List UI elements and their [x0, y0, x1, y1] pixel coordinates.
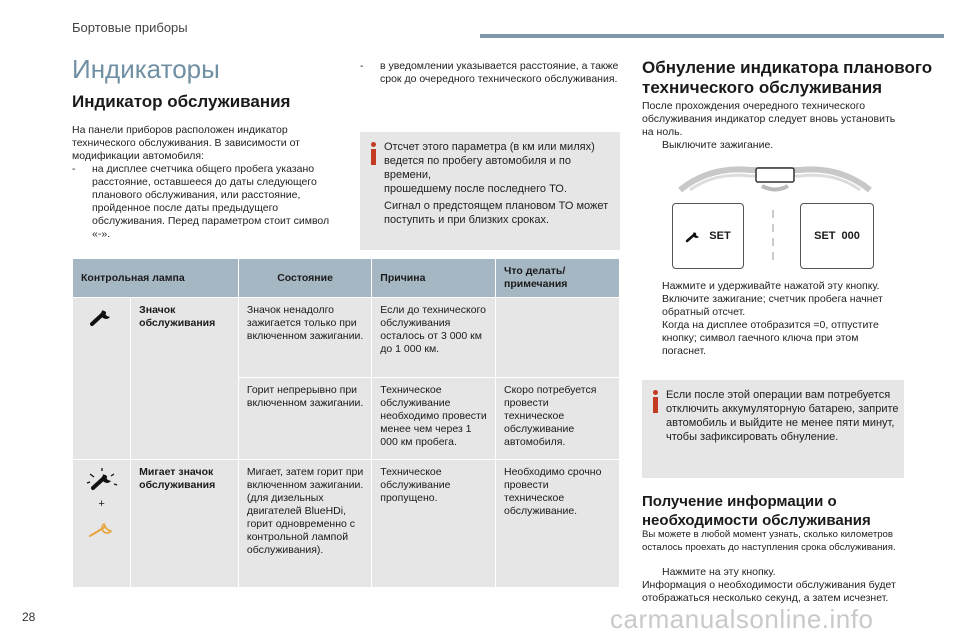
lamp-service-flashing: Мигает значок обслуживания — [131, 460, 239, 588]
heading-get-info: Получение информации о необходимости обслуживания — [642, 493, 871, 529]
divider-dashes — [770, 210, 776, 266]
info-icon — [652, 390, 658, 414]
action-cell: Скоро потребуется провести техническое обслуживание автомобиля. — [496, 378, 620, 460]
col-header-action: Что делать/ примечания — [496, 259, 620, 298]
state-cell: Значок ненадолго зажигается только при включенном зажигании. — [238, 298, 371, 378]
state-cell: Мигает, затем горит при включенном зажигании. (для дизельных двигателей BlueHDi, горит одновременно с контрольной лампой обслуживания). — [238, 460, 371, 588]
instrument-panel-illustration — [670, 160, 880, 200]
set-button[interactable]: SET — [672, 203, 744, 269]
info-steps: Нажмите на эту кнопку. Информация о необходимости обслуживания будет отображаться несколько секунд, а затем исчезнет. — [642, 566, 896, 604]
col-header-cause: Причина — [372, 259, 496, 298]
heading-reset: Обнуление индикатора планового технического обслуживания — [642, 58, 933, 97]
middle-bullet: - в уведомлении указывается расстояние, а также срок до очередного технического обслуживания. — [360, 60, 619, 85]
right-intro-2: Вы можете в любой момент узнать, сколько километров осталось проехать до наступления срока обслуживания. — [642, 529, 896, 553]
info-box-right: Если после этой операции вам потребуется отключить аккумуляторную батарею, заприте автомобиль и выйдите не менее пяти минут, чтобы зафиксировать обнуление. — [642, 380, 904, 478]
table-row — [73, 460, 620, 588]
wrench-icon — [88, 304, 116, 328]
col-header-lamp: Контрольная лампа — [73, 259, 239, 298]
cause-cell: Техническое обслуживание пропущено. — [372, 460, 496, 588]
right-intro: После прохождения очередного технического обслуживания индикатор следует вновь установить на ноль. Выключите зажигание. — [642, 100, 896, 151]
step-ignition-off: Выключите зажигание. — [662, 139, 774, 151]
page-number: 28 — [22, 610, 36, 624]
lamp-service: Значок обслуживания — [131, 298, 239, 460]
heading-service-indicator: Индикатор обслуживания — [72, 92, 291, 111]
cause-cell: Техническое обслуживание необходимо провести менее чем через 1 000 км пробега. — [372, 378, 496, 460]
plus-sign: + — [98, 498, 105, 510]
warning-lamp-table — [72, 258, 620, 588]
orange-wrench-icon — [87, 519, 117, 541]
state-cell: Горит непрерывно при включенном зажигании. — [238, 378, 371, 460]
flashing-wrench-icon — [86, 466, 118, 494]
section-title: Индикаторы — [72, 54, 220, 84]
left-bullet: - на дисплее счетчика общего пробега указано расстояние, оставшееся до даты следующего планового обслуживания, или расстояние, пройденное после даты предыдущего обслуживания. Перед параметром стоит символ «-». — [72, 163, 330, 240]
table-header-row — [73, 259, 620, 298]
action-cell: Необходимо срочно провести техническое обслуживание. — [496, 460, 620, 588]
reset-steps: Нажмите и удерживайте нажатой эту кнопку. Включите зажигание; счетчик пробега начнет обратный отсчет. Когда на дисплее отобразится =0, отпустите кнопку; символ гаечного ключа при этом погаснет. — [662, 280, 883, 357]
left-intro: На панели приборов расположен индикатор технического обслуживания. В зависимости от модификации автомобиля: - на дисплее счетчика общего пробега указано расстояние, оставшееся до даты следующего планового обслуживания, или расстояние, пройденное после даты предыдущего обслуживания. Перед параметром стоит символ «-». — [72, 124, 342, 241]
running-header: Бортовые приборы — [72, 20, 188, 35]
info-icon — [370, 142, 376, 166]
set-zero-button[interactable]: SET 000 — [800, 203, 874, 269]
info-box-middle: Отсчет этого параметра (в км или милях) ведется по пробегу автомобиля и по времени, прошедшему после последнего ТО. Сигнал о предстоящем плановом ТО может поступить и при близких сроках. — [360, 132, 620, 250]
watermark: carmanualsonline.info — [610, 604, 874, 634]
table-row — [73, 298, 620, 378]
header-bar — [480, 34, 944, 38]
col-header-state: Состояние — [238, 259, 371, 298]
action-cell — [496, 298, 620, 378]
cause-cell: Если до технического обслуживания осталось от 3 000 км до 1 000 км. — [372, 298, 496, 378]
wrench-icon — [685, 229, 703, 243]
